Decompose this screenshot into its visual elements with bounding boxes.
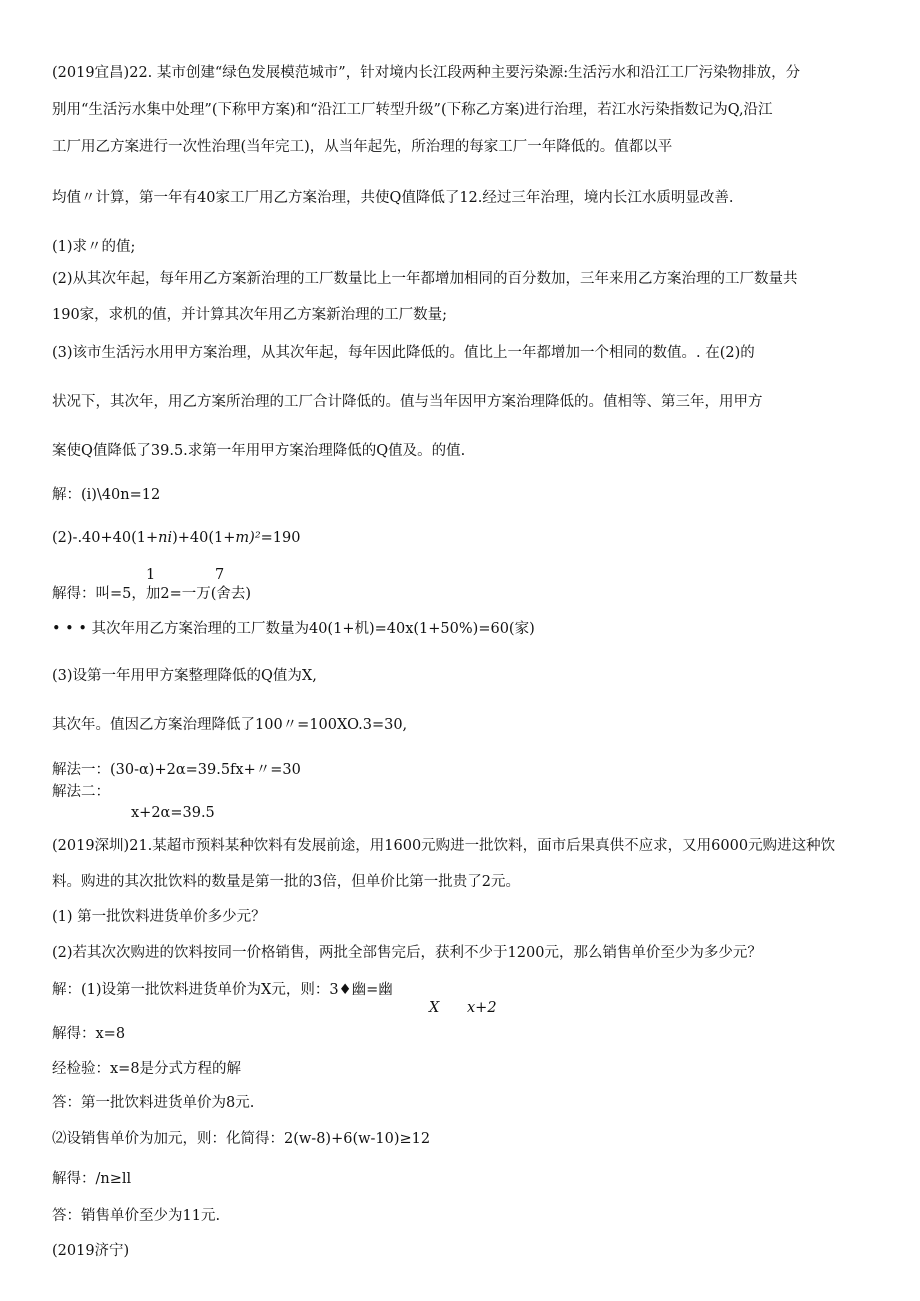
problem1-part1: (1)求〃的值; — [52, 239, 136, 255]
problem1-part3-line-1: (3)该市生活污水用甲方案治理，从其次年起，每年因此降低的。值比上一年都增加一个相同的数值。. 在(2)的 — [52, 345, 755, 361]
solution1-step6: 其次年。值因乙方案治理降低了100〃=100XO.3=30, — [52, 717, 408, 733]
problem2-line-2: 料。购进的其次批饮料的数量是第一批的3倍，但单价比第一批贵了2元。 — [52, 874, 520, 890]
problem1-part2-line-1: (2)从其次年起，每年用乙方案新治理的工厂数量比上一年都增加相同的百分数加，三年来用乙方案治理的工厂数量共 — [52, 271, 798, 287]
problem1-line-2: 别用“生活污水集中处理”(下称甲方案)和“沿江工厂转型升级”(下称乙方案)进行治理，若江水污染指数记为Q,沿江 — [52, 102, 773, 118]
fraction-denominator-1: X — [429, 1000, 440, 1016]
fraction-numerator-2: 7 — [215, 567, 225, 583]
problem2-part1: (1) 第一批饮料进货单价多少元？ — [52, 909, 266, 925]
problem1-part3-line-3: 案使Q值降低了39.5.求第一年用甲方案治理降低的Q值及。的值. — [52, 443, 466, 459]
solution1-method2-label: 解法二： — [52, 784, 110, 800]
solution1-step2-part-b: ni — [158, 530, 173, 546]
solution2-step3: 经检验：x=8是分式方程的解 — [52, 1061, 242, 1077]
solution2-step1: 解：(1)设第一批饮料进货单价为X元，则：3♦幽=幽 — [52, 982, 393, 998]
solution2-step5: 解得：/n≥ll — [52, 1171, 132, 1187]
solution1-step2-part-e: =190 — [260, 530, 301, 546]
problem2-line-1: (2019深圳)21.某超市预料某种饮料有发展前途，用1600元购进一批饮料，面市后果真供不应求，又用6000元购进这种饮 — [52, 838, 836, 854]
problem1-line-3: 工厂用乙方案进行一次性治理(当年完工)，从当年起先，所治理的每家工厂一年降低的。值都以平 — [52, 139, 673, 155]
problem1-part2-line-2: 190家，求机的值，并计算其次年用乙方案新治理的工厂数量; — [52, 307, 448, 323]
solution1-step1: 解：(i)\40n=12 — [52, 487, 161, 503]
solution1-method2-equation: x+2α=39.5 — [131, 805, 215, 821]
fraction-numerator-1: 1 — [146, 567, 156, 583]
problem2-part2: (2)若其次次购进的饮料按同一价格销售，两批全部售完后，获利不少于1200元，那么销售单价至少为多少元？ — [52, 945, 762, 961]
solution1-step2-part-a: (2)-.40+40(1+ — [52, 530, 159, 546]
solution1-step4: • • • 其次年用乙方案治理的工厂数量为40(1+机)=40x(1+50%)=60(家) — [52, 621, 535, 637]
problem1-line-4: 均值〃计算，第一年有40家工厂用乙方案治理，共使Q值降低了12.经过三年治理，境内长江水质明显改善. — [52, 190, 734, 206]
solution2-answer1: 答：第一批饮料进货单价为8元. — [52, 1095, 255, 1111]
solution1-step2 — [52, 529, 300, 547]
solution1-step2-part-c: )+40(1+ — [172, 530, 236, 546]
solution2-answer2: 答：销售单价至少为11元. — [52, 1208, 221, 1224]
problem1-part3-line-2: 状况下，其次年，用乙方案所治理的工厂合计降低的。值与当年因甲方案治理降低的。值相等、第三年，用甲方 — [52, 394, 763, 410]
problem3-source-label: (2019济宁) — [52, 1243, 130, 1259]
problem1-line-1: (2019宜昌)22. 某市创建“绿色发展模范城市”，针对境内长江段两种主要污染源:生活污水和沿江工厂污染物排放，分 — [52, 65, 801, 81]
solution1-method1: 解法一：(30-α)+2α=39.5fx+〃=30 — [52, 762, 301, 778]
solution2-step4: ⑵设销售单价为加元，则：化简得：2(w-8)+6(w-10)≥12 — [52, 1131, 431, 1147]
solution1-step3: 解得：叫=5，加2=一万(舍去) — [52, 586, 252, 602]
fraction-denominator-2: x+2 — [467, 1000, 497, 1016]
solution1-step2-part-d: m)² — [235, 530, 261, 546]
solution1-step5: (3)设第一年用甲方案整理降低的Q值为X, — [52, 668, 317, 684]
solution2-step2: 解得：x=8 — [52, 1026, 126, 1042]
